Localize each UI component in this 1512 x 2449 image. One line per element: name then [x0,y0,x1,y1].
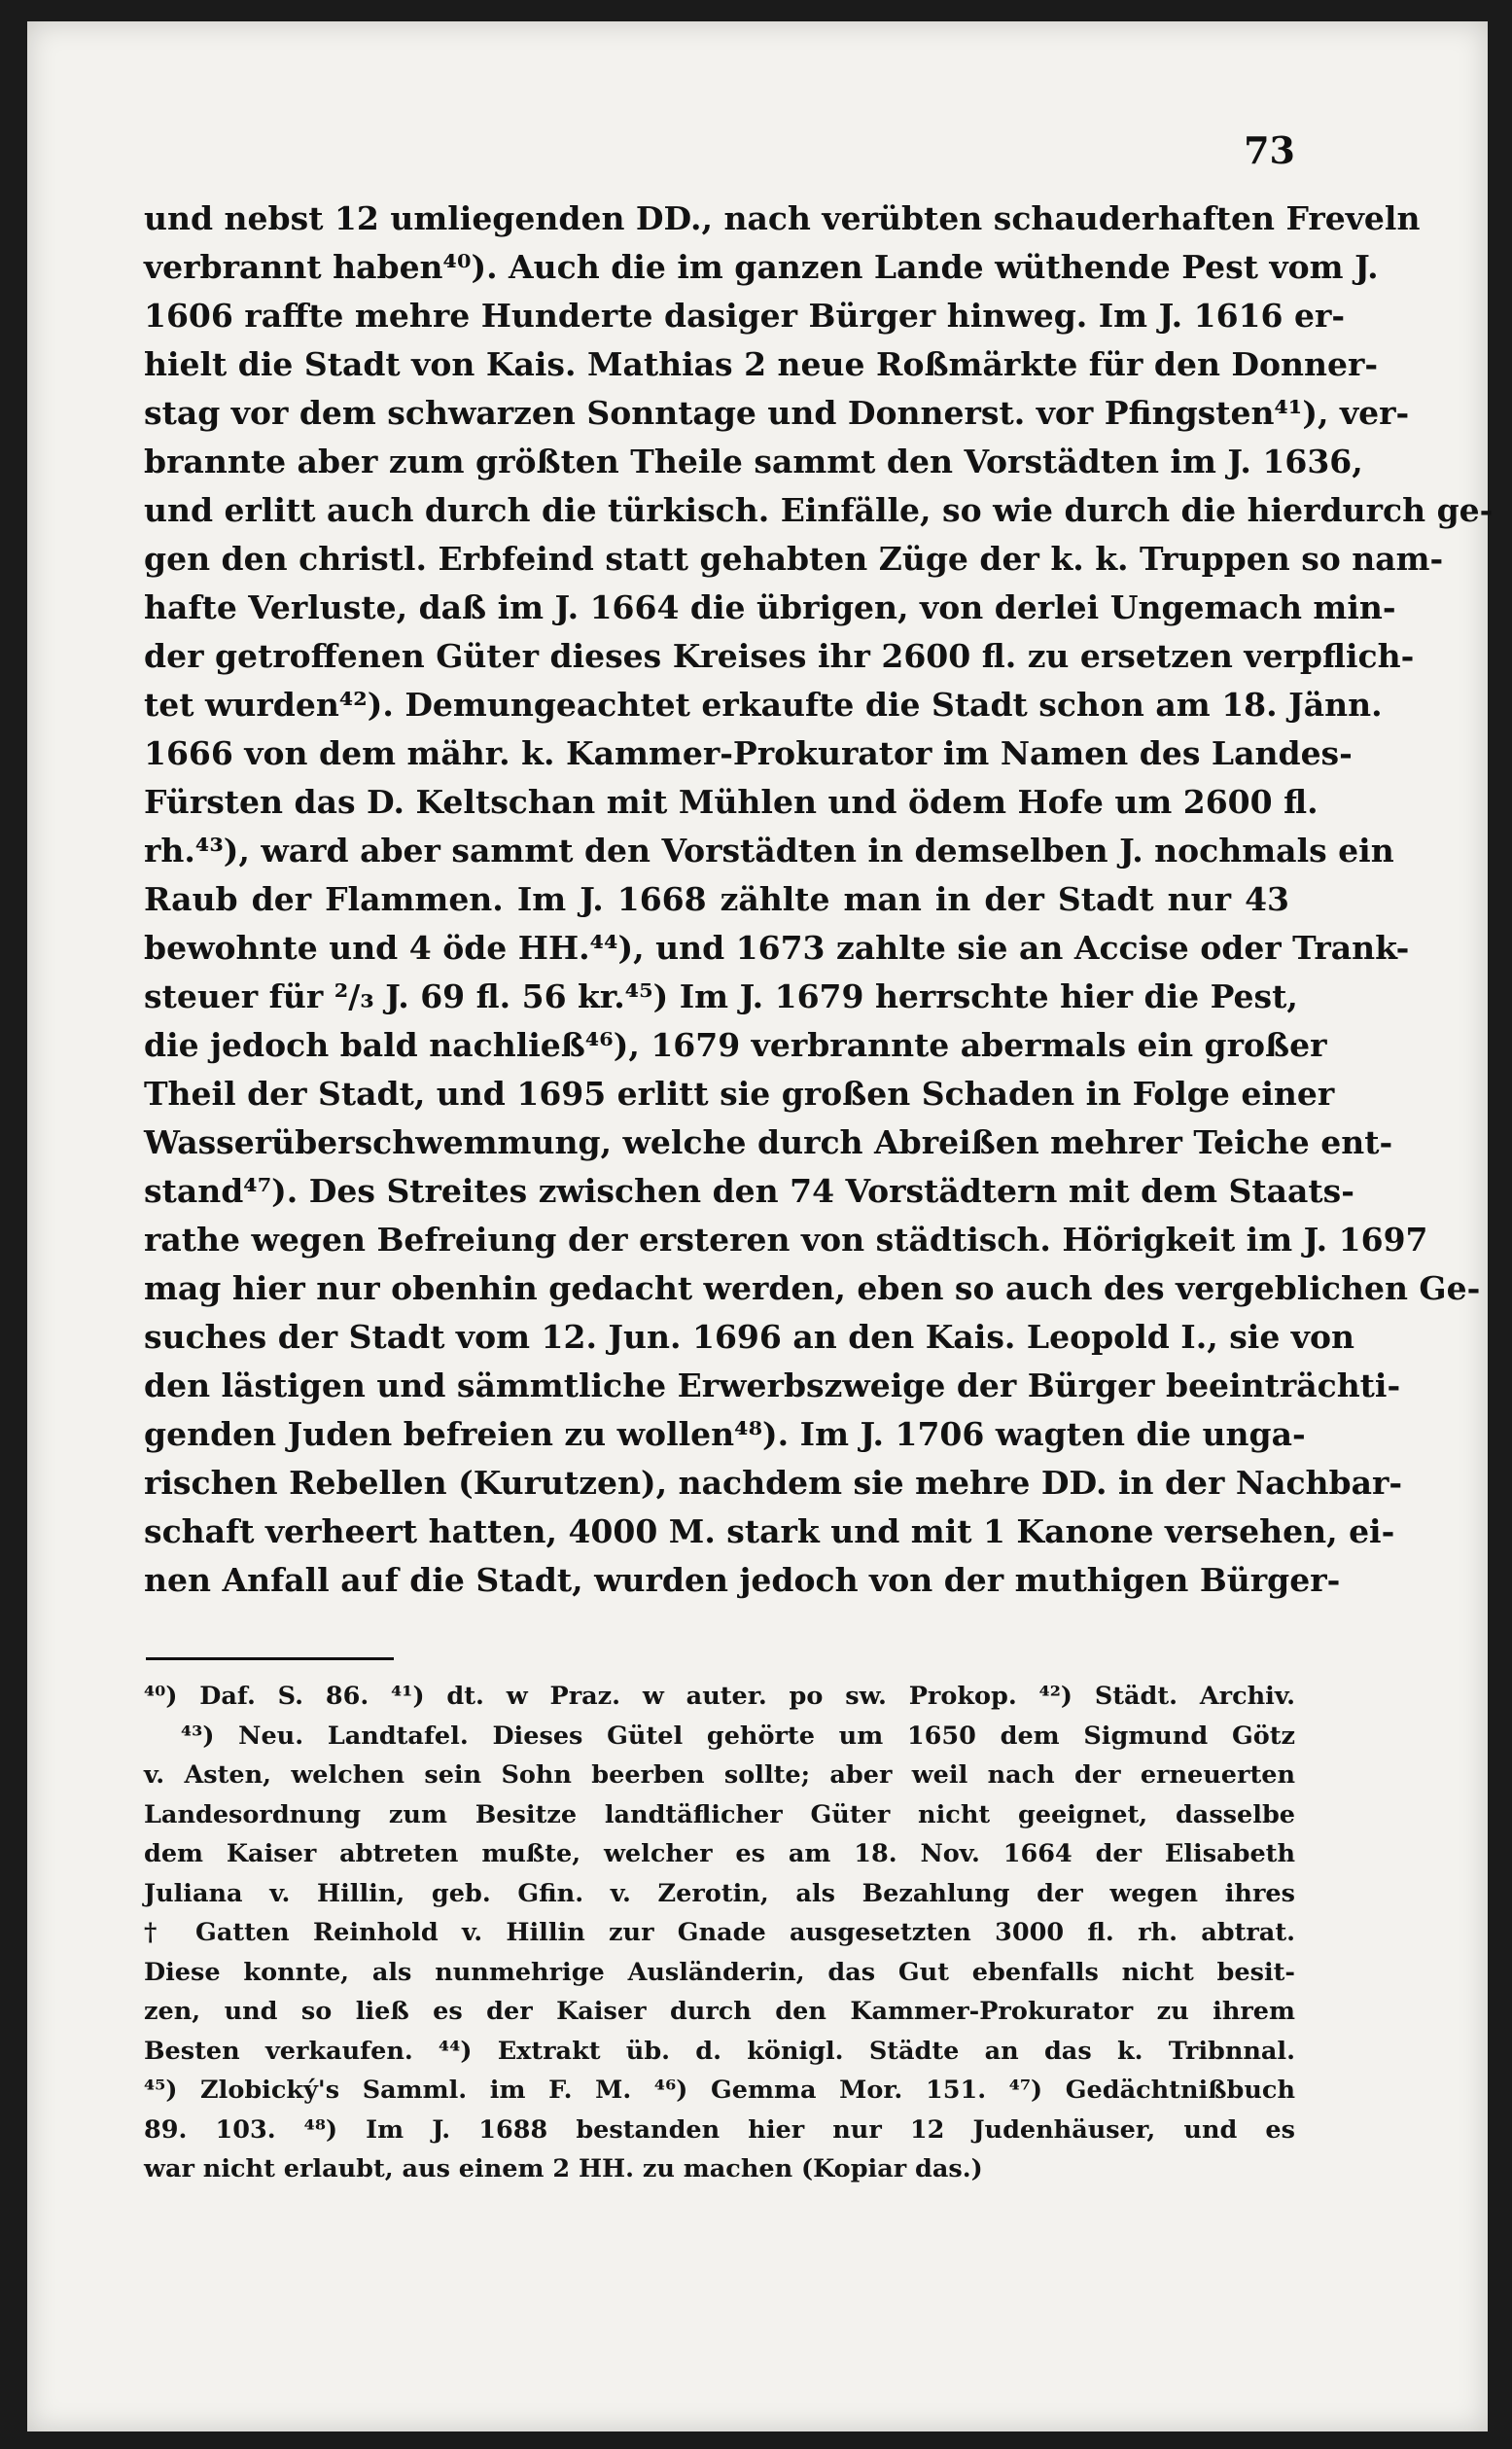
text-line: genden Juden befreien zu wollen⁴⁸). Im J. 1706 wagten die unga- [144,1415,1306,1453]
text-line: hafte Verluste, daß im J. 1664 die übrigen, von derlei Ungemach min- [144,588,1396,626]
footnote-line: ⁴⁰) Daf. S. 86. ⁴¹) dt. w Praz. w auter. po sw. Prokop. ⁴²) Städt. Archiv. [144,1682,1295,1711]
text-line: tet wurden⁴²). Demungeachtet erkaufte die Stadt schon am 18. Jänn. [144,686,1383,724]
footnote-line: † Gatten Reinhold v. Hillin zur Gnade ausgesetzten 3000 fl. rh. abtrat. [144,1918,1295,1947]
text-line: Wasserüberschwemmung, welche durch Abreißen mehrer Teiche ent- [144,1123,1393,1161]
text-line: 1606 raffte mehre Hunderte dasiger Bürger hinweg. Im J. 1616 er- [144,297,1346,335]
footnote-line: Juliana v. Hillin, geb. Gfin. v. Zerotin, als Bezahlung der wegen ihres [144,1878,1295,1908]
text-line: der getroffenen Güter dieses Kreises ihr 2600 fl. zu ersetzen verpflich- [144,637,1415,675]
text-line: mag hier nur obenhin gedacht werden, eben so auch des vergeblichen Ge- [144,1269,1481,1307]
footnote-line: Besten verkaufen. ⁴⁴) Extrakt üb. d. königl. Städte an das k. Tribnnal. [144,2036,1295,2066]
text-line: den lästigen und sämmtliche Erwerbszweige der Bürger beeinträchti- [144,1366,1401,1404]
text-line: steuer für ²/₃ J. 69 fl. 56 kr.⁴⁵) Im J. 1679 herrschte hier die Pest, [144,977,1298,1015]
text-line: brannte aber zum größten Theile sammt den Vorstädten im J. 1636, [144,443,1363,480]
text-line: suches der Stadt vom 12. Jun. 1696 an den Kais. Leopold I., sie von [144,1318,1354,1356]
text-line: hielt die Stadt von Kais. Mathias 2 neue Roßmärkte für den Donner- [144,345,1379,383]
footnote-line: v. Asten, welchen sein Sohn beerben sollte; aber weil nach der erneuerten [144,1760,1295,1790]
text-line: 1666 von dem mähr. k. Kammer-Prokurator im Namen des Landes- [144,734,1353,772]
text-line: gen den christl. Erbfeind statt gehabten Züge der k. k. Truppen so nam- [144,540,1444,578]
text-line: bewohnte und 4 öde HH.⁴⁴), und 1673 zahlte sie an Accise oder Trank- [144,929,1410,967]
text-line: und nebst 12 umliegenden DD., nach verübten schauderhaften Freveln [144,199,1421,237]
text-line: verbrannt haben⁴⁰). Auch die im ganzen Lande wüthende Pest vom J. [144,248,1379,286]
footnote-line: ⁴³) Neu. Landtafel. Dieses Gütel gehörte um 1650 dem Sigmund Götz [181,1721,1295,1751]
footnote-line: 89. 103. ⁴⁸) Im J. 1688 bestanden hier nur 12 Judenhäuser, und es [144,2114,1295,2145]
page-number: 73 [1244,128,1295,172]
text-line: schaft verheert hatten, 4000 M. stark und mit 1 Kanone versehen, ei- [144,1512,1395,1550]
text-line: rischen Rebellen (Kurutzen), nachdem sie mehre DD. in der Nachbar- [144,1464,1403,1502]
text-line: stand⁴⁷). Des Streites zwischen den 74 Vorstädtern mit dem Staats- [144,1172,1354,1210]
text-line: die jedoch bald nachließ⁴⁶), 1679 verbrannte abermals ein großer [144,1026,1327,1064]
text-line: Fürsten das D. Keltschan mit Mühlen und ödem Hofe um 2600 fl. [144,783,1319,821]
footnote-line: zen, und so ließ es der Kaiser durch den Kammer-Prokurator zu ihrem [144,1997,1295,2026]
footnote-line: Diese konnte, als nunmehrige Ausländerin, das Gut ebenfalls nicht besit- [144,1957,1295,1987]
text-line: und erlitt auch durch die türkisch. Einfälle, so wie durch die hierdurch ge- [144,491,1494,529]
footnotes [144,1677,1295,2189]
text-line: stag vor dem schwarzen Sonntage und Donnerst. vor Pfingsten⁴¹), ver- [144,394,1410,432]
main-text [144,195,1494,1605]
footnote-line: Landesordnung zum Besitze landtäflicher Güter nicht geeignet, dasselbe [144,1799,1295,1829]
footnote-separator [146,1657,394,1660]
footnote-line: war nicht erlaubt, aus einem 2 HH. zu machen (Kopiar das.) [144,2154,983,2183]
footnote-line: dem Kaiser abtreten mußte, welcher es am 18. Nov. 1664 der Elisabeth [144,1839,1295,1868]
footnote-line: ⁴⁵) Zlobický's Samml. im F. M. ⁴⁶) Gemma Mor. 151. ⁴⁷) Gedächtnißbuch [144,2076,1295,2105]
text-line: nen Anfall auf die Stadt, wurden jedoch von der muthigen Bürger- [144,1561,1341,1599]
text-line: rh.⁴³), ward aber sammt den Vorstädten in demselben J. nochmals ein [144,832,1394,870]
text-line: Theil der Stadt, und 1695 erlitt sie großen Schaden in Folge einer [144,1075,1335,1113]
text-line: rathe wegen Befreiung der ersteren von städtisch. Hörigkeit im J. 1697 [144,1221,1428,1259]
text-line: Raub der Flammen. Im J. 1668 zählte man in der Stadt nur 43 [144,880,1289,918]
